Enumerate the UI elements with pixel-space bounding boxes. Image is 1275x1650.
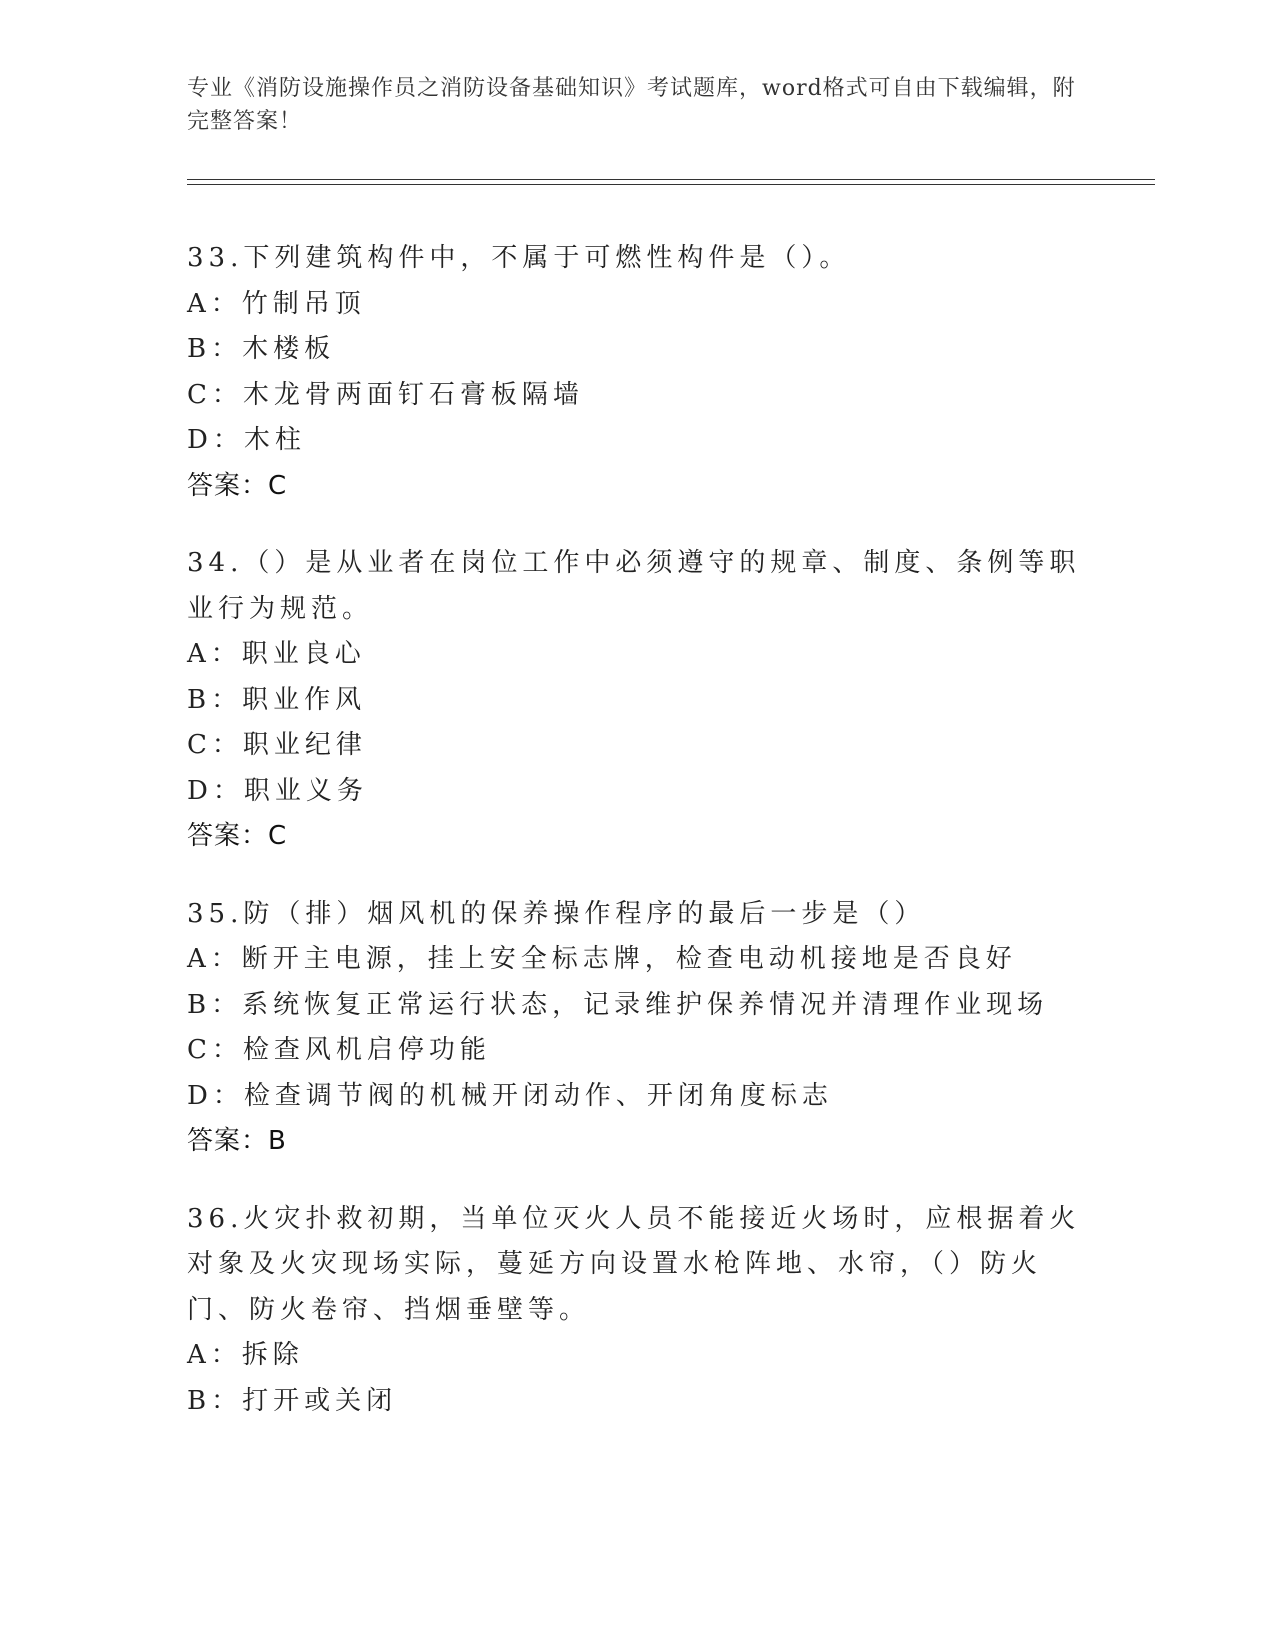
question-34 — [187, 541, 1087, 860]
option-c: C：木龙骨两面钉石膏板隔墙 — [187, 379, 584, 410]
option-b: B：木楼板 — [187, 334, 336, 364]
option-a: A：断开主电源，挂上安全标志牌，检查电动机接地是否良好 — [187, 944, 1017, 974]
answer: 答案：B — [187, 1126, 287, 1156]
option-c: C：检查风机启停功能 — [187, 1035, 491, 1065]
question-stem: 33.下列建筑构件中，不属于可燃性构件是（）。 — [187, 243, 851, 273]
option-b: B：职业作风 — [187, 684, 367, 715]
option-b: B：打开或关闭 — [187, 1385, 398, 1416]
option-a: A：职业良心 — [187, 639, 366, 669]
option-b: B：系统恢复正常运行状态，记录维护保养情况并清理作业现场 — [187, 989, 1049, 1020]
header-divider-top — [187, 179, 1155, 180]
question-stem: 36.火灾扑救初期，当单位灭火人员不能接近火场时，应根据着火对象及火灾现场实际，蔓延方向设置水枪阵地、水帘，（）防火门、防火卷帘、挡烟垂壁等。 — [187, 1203, 1081, 1325]
answer: 答案：C — [187, 470, 288, 501]
option-d: D：检查调节阀的机械开闭动作、开闭角度标志 — [187, 1080, 833, 1111]
header-divider-bottom — [187, 184, 1155, 185]
option-c: C：职业纪律 — [187, 730, 367, 760]
option-a: A：拆除 — [187, 1340, 304, 1370]
question-36 — [187, 1197, 1087, 1425]
option-d: D：木柱 — [187, 425, 306, 455]
answer: 答案：C — [187, 821, 288, 851]
question-35 — [187, 892, 1087, 1165]
question-stem: 35.防（排）烟风机的保养操作程序的最后一步是（） — [187, 898, 926, 929]
question-stem: 34.（）是从业者在岗位工作中必须遵守的规章、制度、条例等职业行为规范。 — [187, 548, 1081, 624]
option-d: D：职业义务 — [187, 775, 368, 806]
question-list — [187, 236, 1087, 1456]
option-a: A：竹制吊顶 — [187, 288, 366, 319]
question-33 — [187, 236, 1087, 509]
document-header: 专业《消防设施操作员之消防设备基础知识》考试题库，word格式可自由下载编辑，附完整答案！ — [187, 76, 1076, 134]
